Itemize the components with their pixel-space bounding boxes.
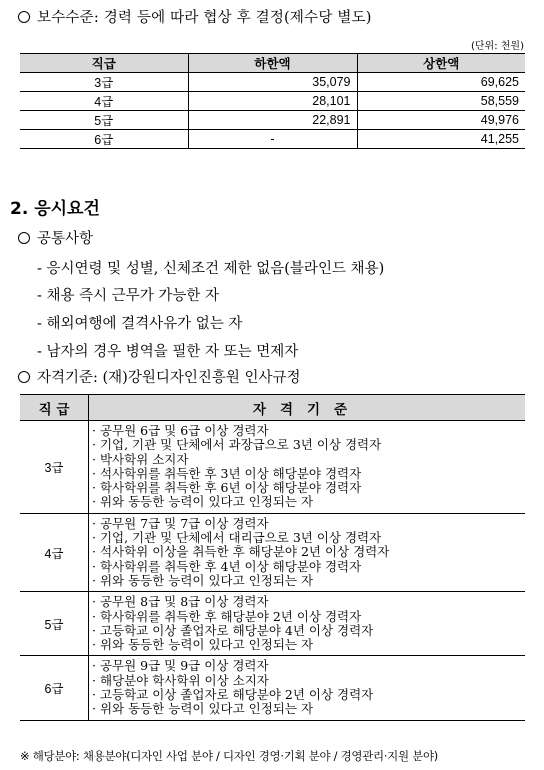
- salary-max: 58,559: [357, 92, 525, 111]
- criteria-item: · 학사학위를 취득한 후 해당분야 2년 이상 경력자: [92, 608, 362, 624]
- table-row: [20, 592, 525, 656]
- qualification-header-row: [20, 395, 525, 421]
- criteria-item: · 위와 동등한 능력이 있다고 인정되는 자: [92, 637, 314, 653]
- grade-cell: 6급: [20, 656, 89, 720]
- footnote: ※ 해당분야: 채용분야(디자인 사업 분야 / 디자인 경영·기획 분야 / 경영관리·지원 분야): [20, 749, 438, 763]
- criteria-item: · 공무원 7급 및 7급 이상 경력자: [92, 515, 269, 531]
- table-row: [20, 92, 525, 111]
- salary-grade: 6급: [20, 130, 188, 149]
- salary-grade: 5급: [20, 111, 188, 130]
- list-item: - 남자의 경우 병역을 필한 자 또는 면제자: [37, 344, 299, 360]
- circle-bullet-icon: [18, 371, 30, 383]
- salary-min: 28,101: [188, 92, 357, 111]
- criteria-item: · 해당분야 학사학위 이상 소지자: [92, 672, 269, 688]
- qualification-table: [20, 394, 525, 721]
- criteria-cell: [89, 656, 526, 720]
- salary-max: 41,255: [357, 130, 525, 149]
- criteria-cell: [89, 592, 526, 656]
- list-item: - 채용 즉시 근무가 가능한 자: [37, 288, 220, 304]
- salary-header-max: 상한액: [357, 54, 525, 73]
- criteria-item: · 위와 동등한 능력이 있다고 인정되는 자: [92, 572, 314, 588]
- criteria-item: · 학사학위를 취득한 후 6년 이상 해당분야 경력자: [92, 480, 362, 496]
- grade-cell: 3급: [20, 421, 89, 514]
- salary-grade: 3급: [20, 73, 188, 92]
- table-row: [20, 111, 525, 130]
- criteria-item: · 기업, 기관 및 단체에서 과장급으로 3년 이상 경력자: [92, 437, 382, 453]
- grade-cell: 5급: [20, 592, 89, 656]
- qualification-heading: 자격기준: (재)강원디자인진흥원 인사규정: [18, 366, 301, 387]
- salary-grade: 4급: [20, 92, 188, 111]
- criteria-cell: [89, 513, 526, 591]
- criteria-item: · 기업, 기관 및 단체에서 대리급으로 3년 이상 경력자: [92, 530, 382, 546]
- criteria-item: · 석사학위 이상을 취득한 후 해당분야 2년 이상 경력자: [92, 544, 390, 560]
- salary-max: 69,625: [357, 73, 525, 92]
- salary-min: 22,891: [188, 111, 357, 130]
- table-row: [20, 656, 525, 720]
- salary-heading: 보수수준: 경력 등에 따라 협상 후 결정(제수당 별도): [18, 6, 372, 27]
- salary-max: 49,976: [357, 111, 525, 130]
- criteria-item: · 고등학교 이상 졸업자로 해당분야 2년 이상 경력자: [92, 687, 374, 703]
- criteria-item: · 공무원 6급 및 6급 이상 경력자: [92, 423, 269, 438]
- salary-header-grade: 직급: [20, 54, 188, 73]
- common-heading: 공통사항: [18, 227, 93, 248]
- salary-header-min: 하한액: [188, 54, 357, 73]
- criteria-item: · 박사학위 소지자: [92, 451, 189, 467]
- salary-header-row: [20, 54, 525, 73]
- section-title: 2. 응시요건: [10, 199, 100, 219]
- table-row: [20, 421, 525, 514]
- list-item: - 해외여행에 결격사유가 없는 자: [37, 316, 243, 332]
- salary-unit: (단위: 천원): [471, 41, 524, 52]
- header-grade: 직 급: [20, 395, 89, 421]
- salary-min: 35,079: [188, 73, 357, 92]
- table-row: [20, 513, 525, 591]
- criteria-cell: [89, 421, 526, 514]
- criteria-item: · 학사학위를 취득한 후 4년 이상 해당분야 경력자: [92, 558, 362, 574]
- criteria-item: · 석사학위를 취득한 후 3년 이상 해당분야 경력자: [92, 465, 362, 481]
- salary-min: -: [188, 130, 357, 149]
- criteria-item: · 위와 동등한 능력이 있다고 인정되는 자: [92, 701, 314, 717]
- circle-bullet-icon: [18, 232, 30, 244]
- table-row: [20, 130, 525, 149]
- criteria-item: · 고등학교 이상 졸업자로 해당분야 4년 이상 경력자: [92, 622, 374, 638]
- list-item: - 응시연령 및 성별, 신체조건 제한 없음(블라인드 채용): [37, 261, 385, 277]
- salary-table: [20, 53, 525, 149]
- circle-bullet-icon: [18, 11, 30, 23]
- header-criteria: 자격기준: [89, 395, 526, 421]
- criteria-item: · 위와 동등한 능력이 있다고 인정되는 자: [92, 494, 314, 510]
- grade-cell: 4급: [20, 513, 89, 591]
- criteria-item: · 공무원 8급 및 8급 이상 경력자: [92, 594, 269, 610]
- criteria-item: · 공무원 9급 및 9급 이상 경력자: [92, 658, 269, 674]
- table-row: [20, 73, 525, 92]
